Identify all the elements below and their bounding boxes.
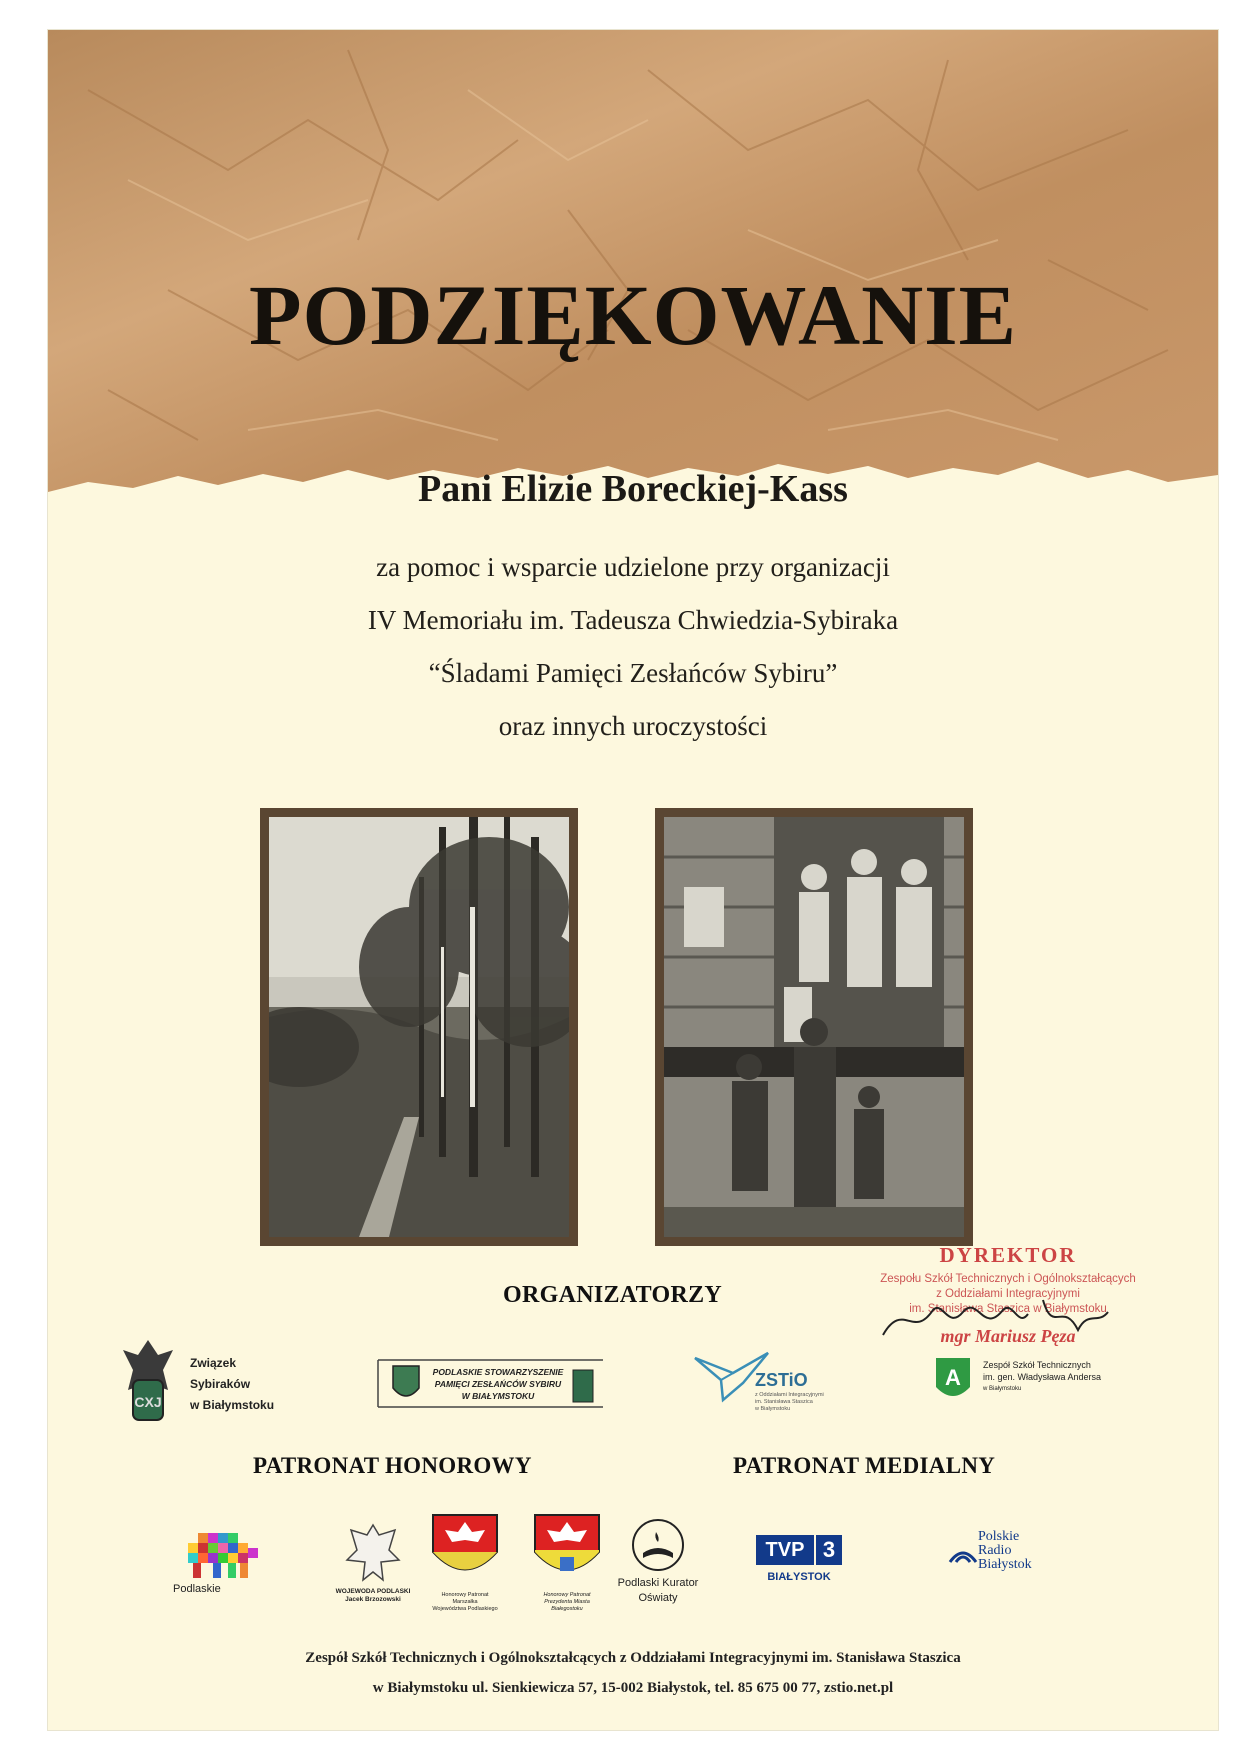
tvp-label: TVP [756,1535,814,1565]
organizers-heading: ORGANIZATORZY [503,1282,723,1308]
radio-line-3: Białystok [978,1557,1032,1572]
svg-text:CXJ: CXJ [134,1394,162,1410]
zstio-logo [693,1348,853,1423]
tvp-number: 3 [816,1535,842,1565]
zwiazek-line-1: Związek [190,1356,237,1370]
eagle-crest-icon [118,1335,178,1430]
podlaskie-logo [173,1528,268,1598]
zstio-sub-1: z Oddziałami Integracyjnymi [755,1392,824,1398]
radio-wave-icon [948,1542,978,1566]
red-shield-eagle-icon [430,1512,500,1587]
anders-line-1: Zespół Szkół Technicznych [983,1360,1091,1370]
wojewoda-line-1: WOJEWODA PODLASKI [335,1588,411,1595]
prezydent-line-3: Białegostoku [551,1606,583,1612]
wojewoda-logo [333,1520,413,1610]
kurator-oswiaty-logo [608,1518,708,1628]
svg-text:im. Stanisława Staszica w Biał: im. Stanisława Staszica w Białymstoku [909,1303,1107,1315]
media-heading: PATRONAT MEDIALNY [733,1453,996,1478]
white-eagle-icon [343,1520,403,1585]
stowarzyszenie-line-2: PAMIĘCI ZESŁAŃCÓW SYBIRU [434,1379,562,1389]
stowarzyszenie-line-1: PODLASKIE STOWARZYSZENIE [432,1367,564,1377]
podlaskie-label: Podlaskie [173,1583,221,1595]
zwiazek-line-2: Sybiraków [190,1377,251,1391]
zstio-sub-3: w Białymstoku [755,1406,791,1412]
radio-line-2: Radio [978,1543,1012,1558]
svg-text:mgr Mariusz Pęza: mgr Mariusz Pęza [940,1326,1076,1346]
oil-lamp-book-icon [628,1518,688,1573]
marszalek-line-3: Województwa Podlaskiego [432,1606,498,1612]
letter-a-shield-icon [933,1355,973,1405]
zwiazek-line-3: w Białymstoku [190,1398,275,1412]
marszalek-crest-logo [420,1512,510,1622]
svg-text:Zespołu Szkół Technicznych i O: Zespołu Szkół Technicznych i Ogólnokształcących [880,1273,1136,1285]
forest-photo [260,808,578,1246]
wojewoda-line-2: Jacek Brzozowski [345,1596,401,1603]
footer-line-2: w Białymstoku ul. Sienkiewicza 57, 15-002 Białystok, tel. 85 675 00 77, zstio.net.pl [372,1680,894,1696]
podlaskie-stowarzyszenie-logo [373,1352,613,1414]
zstio-name: ZSTiO [755,1370,808,1390]
footer-line-1: Zespół Szkół Technicznych i Ogólnokształcących z Oddziałami Integracyjnymi im. Stanisława Staszica [305,1650,961,1666]
mosaic-bison-icon [178,1528,268,1583]
body-line-3: “Śladami Pamięci Zesłańców Sybiru” [428,658,838,688]
marszalek-line-1: Honorowy Patronat [441,1592,489,1598]
stowarzyszenie-line-3: W BIAŁYMSTOKU [461,1391,535,1401]
honorary-heading: PATRONAT HONOROWY [253,1453,532,1478]
marszalek-line-2: Marszałka [452,1599,478,1605]
anders-school-logo [933,1355,1133,1415]
body-line-2: IV Memoriału im. Tadeusza Chwiedzia-Sybiraka [367,605,899,635]
tvp3-bialystok-logo [756,1535,851,1600]
prezydent-line-1: Honorowy Patronat [543,1592,591,1598]
prezydent-line-2: Prezydenta Miasta [544,1599,590,1605]
radio-line-1: Polskie [978,1529,1020,1544]
polskie-radio-bialystok-logo [948,1530,1048,1590]
zstio-sub-2: im. Stanisława Staszica [755,1399,813,1405]
svg-text:z Oddziałami Integracyjnymi: z Oddziałami Integracyjnymi [936,1288,1080,1300]
recipient-name: Pani Elizie Boreckiej-Kass [418,468,848,510]
zwiazek-sybirakow-logo [118,1335,318,1430]
certificate-title: PODZIĘKOWANIE [248,267,1018,363]
historical-family-photo [655,808,973,1246]
anders-line-2: im. gen. Władysława Andersa [983,1372,1102,1382]
svg-text:A: A [945,1365,961,1390]
kurator-line-1: Podlaski Kurator [617,1577,699,1589]
body-line-4: oraz innych uroczystości [498,711,768,741]
certificate-sheet [48,30,1218,1730]
tvp-city: BIAŁYSTOK [767,1571,831,1583]
svg-text:DYREKTOR: DYREKTOR [939,1243,1077,1267]
prezydent-crest-logo [522,1512,612,1622]
kurator-line-2: Oświaty [638,1592,678,1604]
anders-line-3: w Białymstoku [983,1386,1022,1392]
bialystok-crest-icon [532,1512,602,1587]
body-line-1: za pomoc i wsparcie udzielone przy organizacji [376,552,890,582]
